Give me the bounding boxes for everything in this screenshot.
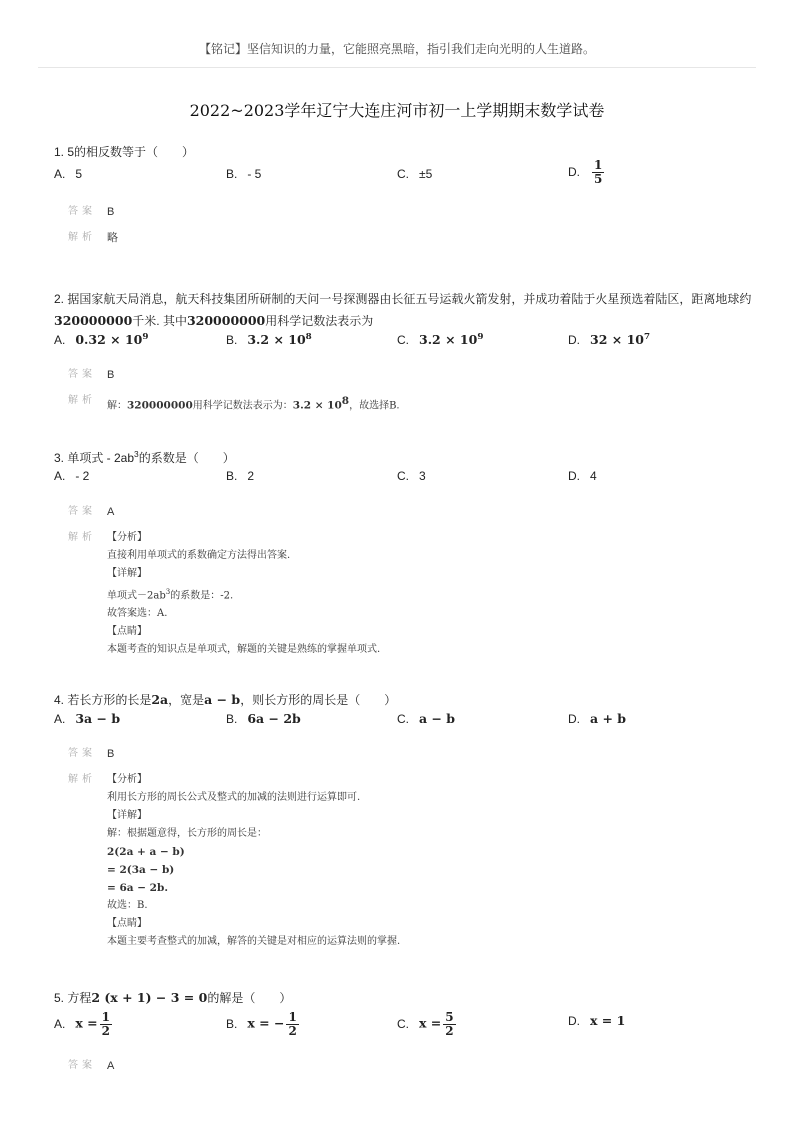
analysis-heading: 【点睛】	[107, 626, 147, 638]
fraction	[286, 1011, 298, 1038]
option-expr: a − b	[419, 711, 456, 726]
q1-option-c	[397, 167, 432, 181]
option-letter: A.	[54, 333, 66, 348]
option-letter: C.	[397, 469, 409, 483]
answer-label: 答案	[68, 369, 96, 380]
stem-number: 320000000	[186, 313, 266, 328]
stem-text: 用科学记数法表示为	[265, 314, 374, 328]
q1-option-a	[54, 167, 82, 181]
expr-exponent: 8	[305, 332, 312, 342]
stem-text: 5. 方程	[54, 991, 92, 1005]
q3-option-b	[226, 469, 254, 483]
question-5-options	[54, 1010, 754, 1047]
fraction-denominator: 5	[594, 172, 603, 186]
answer-value: A	[107, 1060, 115, 1072]
fraction-numerator: 1	[288, 1010, 297, 1024]
q3-option-c	[397, 469, 426, 483]
option-text: - 5	[247, 167, 262, 181]
question-5	[54, 987, 754, 1075]
option-letter: D.	[568, 469, 580, 483]
fraction-numerator: 1	[594, 158, 603, 172]
option-letter: D.	[568, 333, 580, 348]
option-letter: B.	[226, 469, 238, 483]
option-letter: A.	[54, 1016, 66, 1031]
answer-value: B	[107, 369, 115, 381]
q4-option-a	[54, 711, 120, 726]
analysis-line: 故答案选：A.	[107, 608, 168, 620]
question-2-options	[54, 332, 754, 354]
answer-value: B	[107, 748, 115, 760]
option-letter: B.	[226, 167, 238, 181]
q4-option-d	[568, 711, 626, 726]
expr-base: 32 × 10	[590, 332, 644, 348]
analysis-label: 解析	[68, 395, 96, 406]
analysis-heading: 【详解】	[107, 810, 147, 821]
analysis-line	[107, 583, 747, 605]
option-letter: A.	[54, 167, 66, 181]
option-letter: A.	[54, 712, 66, 726]
expr-exponent: 9	[142, 332, 149, 342]
option-expr: 6a − 2b	[247, 711, 301, 726]
question-3-options	[54, 469, 754, 491]
q5-option-a	[54, 1011, 114, 1038]
stem-number: 320000000	[54, 313, 133, 328]
q2-option-b	[226, 332, 312, 347]
analysis-line: 本题考查的知识点是单项式，解题的关键是熟练的掌握单项式.	[107, 644, 381, 656]
question-1-stem: 1. 5的相反数等于（ ）	[54, 145, 195, 159]
q2-option-d	[568, 332, 650, 347]
option-expr: 3a − b	[75, 711, 121, 726]
option-text: 2	[247, 469, 255, 483]
exam-title: 2022~2023学年辽宁大连庄河市初一上学期期末数学试卷	[189, 101, 605, 120]
analysis-part: 的系数是：-2.	[170, 590, 234, 602]
option-expr: x =	[419, 1015, 442, 1031]
analysis-equation: = 6a − 2b.	[107, 882, 168, 894]
analysis-line: 利用长方形的周长公式及整式的加减的法则进行运算即可.	[107, 792, 361, 803]
fraction-numerator: 1	[101, 1010, 110, 1024]
q5-option-d	[568, 1013, 625, 1028]
analysis-block	[107, 529, 747, 659]
q1-answer-row	[54, 203, 754, 221]
fraction	[443, 1011, 455, 1038]
q2-option-c	[397, 332, 483, 347]
fraction	[100, 1011, 112, 1038]
option-letter: C.	[397, 167, 409, 181]
q4-answer-row	[54, 745, 754, 763]
analysis-heading: 【分析】	[107, 532, 147, 543]
stem-text: ，则长方形的周长是（ ）	[240, 693, 397, 707]
option-letter: B.	[226, 712, 238, 726]
analysis-text	[107, 392, 747, 415]
analysis-line: 本题主要考查整式的加减，解答的关键是对相应的运算法则的掌握.	[107, 936, 401, 947]
q5-answer-row	[54, 1057, 754, 1075]
analysis-part: 用科学记数法表示为：	[192, 400, 293, 412]
analysis-number: 320000000	[127, 399, 193, 412]
option-expr: a + b	[590, 711, 627, 726]
question-5-stem	[54, 987, 754, 1009]
stem-text: 4. 若长方形的长是	[54, 693, 152, 707]
answer-label: 答案	[68, 748, 96, 759]
option-text: ±5	[419, 167, 433, 181]
option-expr: x = 1	[590, 1013, 626, 1028]
question-2	[54, 289, 754, 410]
analysis-text: 略	[107, 232, 118, 244]
motto-banner: 【铭记】坚信知识的力量，它能照亮黑暗，指引我们走向光明的人生道路。	[198, 42, 595, 56]
header-divider	[38, 67, 756, 68]
q2-answer-row	[54, 366, 754, 384]
option-text: 5	[75, 167, 83, 181]
option-expr: x =	[75, 1015, 98, 1031]
option-expr	[247, 332, 311, 347]
expr-base: 3.2 × 10	[419, 332, 478, 348]
stem-text: 的解是（ ）	[207, 991, 292, 1005]
stem-text: 千米. 其中	[132, 314, 187, 328]
option-letter: D.	[568, 1014, 580, 1028]
q4-option-b	[226, 711, 301, 726]
expr-base: 3.2 × 10	[247, 332, 306, 348]
question-4-stem	[54, 689, 754, 711]
q1-option-d	[568, 159, 606, 186]
analysis-part: 解：	[107, 400, 127, 412]
q3-option-d	[568, 469, 597, 483]
option-expr: x = −	[247, 1015, 285, 1031]
analysis-block	[107, 771, 747, 951]
fraction-denominator: 2	[445, 1024, 454, 1038]
q3-analysis-row	[54, 529, 754, 659]
answer-value: A	[107, 506, 115, 518]
analysis-equation: = 2(3a − b)	[107, 864, 175, 876]
expr-exponent: 9	[477, 332, 484, 342]
option-letter: C.	[397, 333, 409, 348]
option-expr	[419, 332, 483, 347]
q2-option-a	[54, 332, 148, 347]
q5-option-c	[397, 1011, 458, 1038]
stem-exponent: 3	[134, 449, 139, 459]
answer-label: 答案	[68, 1060, 96, 1071]
stem-text: ，宽是	[168, 693, 205, 707]
analysis-heading: 【分析】	[107, 774, 147, 785]
question-3	[54, 444, 754, 659]
q1-analysis-row	[54, 229, 754, 247]
option-text: 3	[419, 469, 426, 483]
q4-option-c	[397, 711, 455, 726]
option-text: - 2	[75, 469, 90, 483]
option-text: 4	[590, 469, 597, 483]
question-4	[54, 689, 754, 951]
option-expr	[590, 332, 650, 347]
analysis-part: 单项式－2ab	[107, 590, 166, 602]
answer-label: 答案	[68, 506, 96, 517]
analysis-label: 解析	[68, 232, 96, 243]
analysis-line: 直接利用单项式的系数确定方法得出答案.	[107, 550, 291, 561]
option-letter: B.	[226, 1016, 238, 1031]
option-letter: D.	[568, 164, 580, 179]
option-letter: B.	[226, 333, 238, 348]
fraction-numerator: 5	[445, 1010, 454, 1024]
option-letter: C.	[397, 712, 409, 726]
analysis-label: 解析	[68, 532, 96, 543]
analysis-equation: 2(2a + a − b)	[107, 846, 185, 858]
q2-analysis-row	[54, 392, 754, 410]
analysis-heading: 【详解】	[107, 568, 147, 579]
question-2-stem	[54, 289, 754, 332]
analysis-line: 解：根据题意得，长方形的周长是：	[107, 828, 267, 839]
option-letter: C.	[397, 1016, 409, 1031]
stem-math: a − b	[204, 692, 241, 707]
answer-label: 答案	[68, 206, 96, 217]
analysis-label: 解析	[68, 774, 96, 785]
q4-analysis-row	[54, 771, 754, 951]
analysis-exponent: 3	[165, 588, 171, 596]
question-3-stem	[54, 444, 754, 469]
fraction-denominator: 2	[288, 1024, 297, 1038]
analysis-expr: 3.2 × 10	[292, 399, 342, 412]
option-expr	[75, 332, 148, 347]
expr-base: 0.32 × 10	[75, 332, 143, 348]
q5-option-b	[226, 1011, 301, 1038]
analysis-heading: 【点睛】	[107, 918, 147, 929]
q3-option-a	[54, 469, 89, 483]
stem-math: 2 (x + 1) − 3 = 0	[91, 990, 208, 1005]
option-letter: A.	[54, 469, 66, 483]
stem-math: 2a	[151, 692, 169, 707]
stem-text: 3. 单项式 - 2ab	[54, 451, 135, 465]
analysis-line: 故选：B.	[107, 900, 148, 911]
fraction-denominator: 2	[101, 1024, 110, 1038]
q3-answer-row	[54, 503, 754, 521]
q1-option-b	[226, 167, 261, 181]
fraction	[592, 159, 604, 186]
stem-text: 的系数是（ ）	[138, 451, 235, 465]
expr-exponent: 7	[643, 332, 651, 342]
analysis-exponent: 8	[341, 395, 350, 407]
answer-value: B	[107, 206, 115, 218]
option-letter: D.	[568, 712, 580, 726]
question-1-options	[54, 158, 754, 189]
analysis-part: ，故选择B.	[349, 400, 400, 412]
question-1	[54, 142, 754, 247]
question-4-options	[54, 711, 754, 733]
stem-text: 2. 据国家航天局消息，航天科技集团所研制的天问一号探测器由长征五号运载火箭发射，并成功着陆于火星预选着陆区，距离地球约	[54, 292, 752, 306]
